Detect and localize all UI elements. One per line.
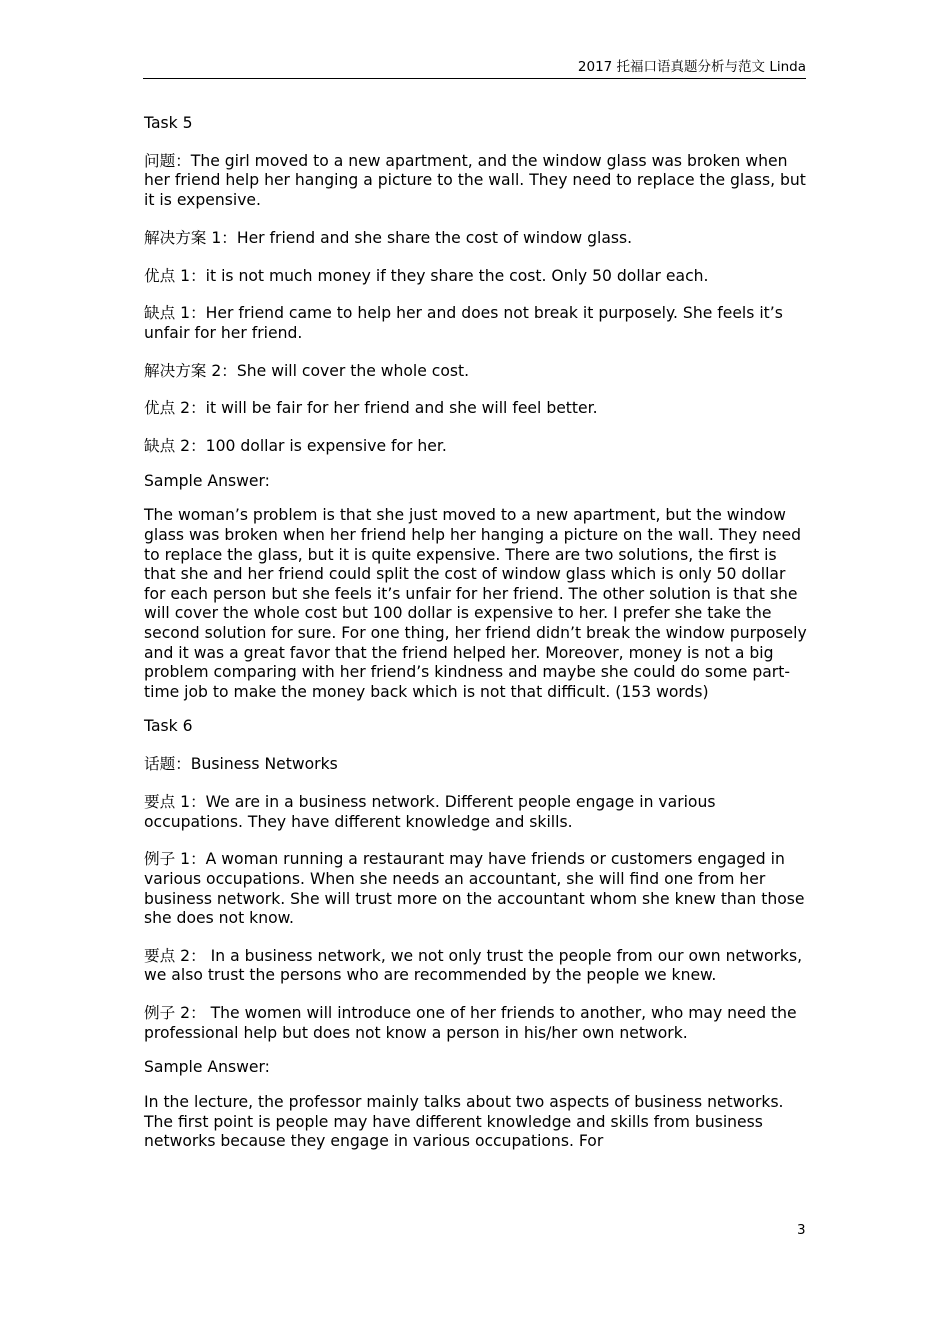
- point-2-text: In a business network, we not only trust the people from our own networks, we also trust the persons who are recommended by the people we knew.: [144, 946, 803, 985]
- task5-pro-1: [144, 267, 808, 287]
- page-content: [144, 114, 808, 1170]
- task5-sample-heading: Sample Answer:: [144, 471, 270, 490]
- topic-text: Business Networks: [190, 755, 338, 774]
- solution-2-text: She will cover the whole cost.: [236, 361, 470, 380]
- problem-text: The girl moved to a new apartment, and the window glass was broken when her friend help her hanging a picture to the wall. They need to replace the glass, but it is expensive.: [144, 151, 806, 209]
- task6-sample-answer: In the lecture, the professor mainly talks about two aspects of business networks. The first point is people may have different knowledge and skills from business networks because they engage in various occupations. For: [144, 1093, 784, 1151]
- page-number: 3: [797, 1222, 806, 1238]
- con-1-label: 缺点 1：: [144, 304, 206, 323]
- solution-1-label: 解决方案 1：: [144, 228, 237, 247]
- header-title: 2017 托福口语真题分析与范文 Linda: [577, 59, 806, 75]
- con-2-text: 100 dollar is expensive for her.: [205, 437, 447, 456]
- pro-2-text: it will be fair for her friend and she will feel better.: [205, 399, 598, 418]
- topic-label: 话题：: [144, 755, 191, 774]
- task6-topic: [144, 755, 808, 775]
- task5-heading: Task 5: [144, 114, 193, 132]
- task5-pro-2: [144, 399, 808, 419]
- task5-solution-1: [144, 229, 808, 249]
- task6-example-2: [144, 1004, 808, 1043]
- example-2-text: The women will introduce one of her friends to another, who may need the professional help but does not know a person in his/her own network.: [144, 1004, 797, 1042]
- page-header: [143, 58, 806, 79]
- con-2-label: 缺点 2：: [144, 437, 206, 456]
- task5-problem: [144, 152, 808, 211]
- point-1-text: We are in a business network. Different people engage in various occupations. They have different knowledge and skills.: [144, 792, 716, 831]
- point-1-label: 要点 1：: [144, 792, 206, 811]
- task6-point-1: [144, 793, 808, 832]
- task6-heading: Task 6: [144, 717, 193, 736]
- solution-2-label: 解决方案 2：: [144, 361, 237, 380]
- pro-1-text: it is not much money if they share the cost. Only 50 dollar each.: [205, 266, 709, 285]
- con-1-text: Her friend came to help her and does not break it purposely. She feels it’s unfair for her friend.: [144, 304, 783, 342]
- example-1-label: 例子 1：: [144, 850, 206, 869]
- problem-label: 问题：: [144, 151, 191, 170]
- task5-con-2: [144, 437, 808, 457]
- task6-sample-heading: Sample Answer:: [144, 1058, 270, 1077]
- task6-point-2: [144, 947, 808, 986]
- task5-sample-answer: The woman’s problem is that she just moved to a new apartment, but the window glass was broken when her friend help her hanging a picture on the wall. They need to replace the glass, but it is quite expensive. There are two solutions, the first is that she and her friend could split the cost of window glass which is only 50 dollar for each person but she feels it’s unfair for her friend. The other solution is that she will cover the whole cost but 100 dollar is expensive to her. I prefer she take the second solution for sure. For one thing, her friend didn’t break the window purposely and it was a great favor that the friend helped her. Moreover, money is not a big problem comparing with her friend’s kindness and maybe she could do some part-time job to make the money back which is not that difficult. (153 words): [144, 506, 807, 701]
- solution-1-text: Her friend and she share the cost of window glass.: [236, 228, 633, 247]
- pro-2-label: 优点 2：: [144, 399, 206, 418]
- example-1-text: A woman running a restaurant may have friends or customers engaged in various occupations. When she needs an accountant, she will find one from her business network. She will trust more on the accountant whom she knew than those she does not know.: [144, 850, 805, 928]
- task6-example-1: [144, 850, 808, 928]
- task5-con-1: [144, 304, 808, 343]
- point-2-label: 要点 2：: [144, 946, 206, 965]
- example-2-label: 例子 2：: [144, 1004, 206, 1023]
- task5-solution-2: [144, 362, 808, 382]
- pro-1-label: 优点 1：: [144, 266, 206, 285]
